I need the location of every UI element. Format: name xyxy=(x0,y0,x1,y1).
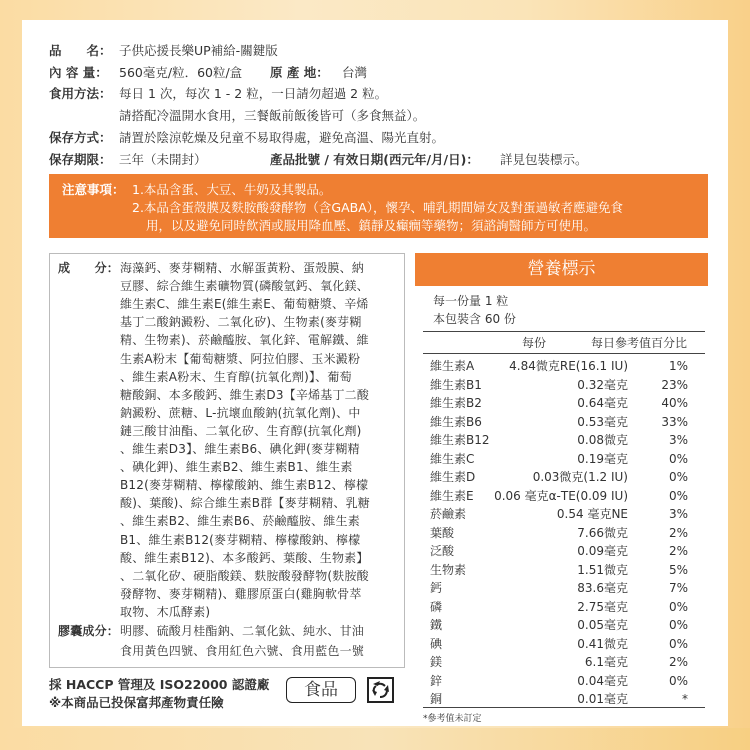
notice-line-3: 用，以及避免同時飲酒或服用降血壓、鎮靜及癲癇等藥物；須諮詢醫師方可使用。 xyxy=(146,218,597,233)
nutrient-daily-value: 0% xyxy=(668,451,688,466)
nutrient-amount: 0.05毫克 xyxy=(577,618,628,632)
name-label: 品 名： xyxy=(49,43,112,58)
ingredient-line: 酸、維生素B12)、本多酸鈣、葉酸、生物素】 xyxy=(120,550,369,565)
nutrient-amount: 2.75毫克 xyxy=(577,599,628,614)
batch-value: 詳見包裝標示。 xyxy=(500,152,588,167)
nutrient-daily-value: 2% xyxy=(668,525,688,540)
nutrient-name: 鐵 xyxy=(430,618,443,632)
ingredient-line: 鏈三酸甘油酯、二氧化矽、生育醇(抗氧化劑) xyxy=(120,423,362,438)
serving-size: 每一份量 1 粒 xyxy=(433,294,509,308)
nutrient-daily-value: 0% xyxy=(668,673,688,688)
nutrient-amount: 83.6毫克 xyxy=(577,581,628,595)
shelf-life-value: 三年（未開封） xyxy=(119,152,207,167)
nutrient-amount: 0.54 毫克NE xyxy=(556,507,628,521)
capsule-line: 食用黃色四號、食用紅色六號、食用藍色一號 xyxy=(120,644,365,658)
food-mark: 食品 xyxy=(286,677,356,703)
nutrient-name: 鋅 xyxy=(430,673,443,688)
storage-value: 請置於陰涼乾燥及兒童不易取得處，避免高溫、陽光直射。 xyxy=(119,130,445,145)
nutrient-amount: 1.51微克 xyxy=(577,562,628,577)
nutrient-daily-value: 0% xyxy=(668,618,688,632)
nutrition-divider-top xyxy=(423,331,705,332)
notice-line-2: 2.本品含蛋殼膜及麩胺酸發酵物（含GABA），懷孕、哺乳期間婦女及對蛋過敏者應避免食 xyxy=(132,200,624,215)
nutrient-name: 維生素B1 xyxy=(430,377,482,392)
ingredient-line: 生素A粉末【葡萄糖漿、阿拉伯膠、玉米澱粉 xyxy=(120,351,361,366)
nutrient-name: 生物素 xyxy=(430,562,467,577)
col-daily-value: 每日參考值百分比 xyxy=(591,336,688,350)
nutrient-daily-value: 0% xyxy=(668,488,688,503)
nutrient-name: 鈣 xyxy=(430,581,443,595)
nutrient-daily-value: 33% xyxy=(661,414,688,429)
content-value: 560毫克/粒．60粒/盒 xyxy=(119,65,243,80)
ingredients-label: 成 分： xyxy=(58,261,120,275)
nutrient-name: 碘 xyxy=(430,636,443,651)
ingredient-line: 、維生素A粉末、生育醇(抗氧化劑)】、葡萄 xyxy=(120,369,352,384)
nutrient-name: 泛酸 xyxy=(430,544,455,558)
usage-line-2: 請搭配冷溫開水食用，三餐飯前飯後皆可（多食無益）。 xyxy=(119,108,426,123)
ingredient-line: 、二氧化矽、硬脂酸鎂、麩胺酸發酵物(麩胺酸 xyxy=(120,568,369,583)
nutrient-name: 維生素A xyxy=(430,359,475,373)
nutrient-amount: 0.19毫克 xyxy=(577,451,628,466)
nutrient-daily-value: 2% xyxy=(668,544,688,558)
nutrient-amount: 4.84微克RE(16.1 IU) xyxy=(509,359,628,373)
nutrition-divider-header xyxy=(423,353,705,354)
nutrient-amount: 6.1毫克 xyxy=(584,655,628,669)
nutrient-daily-value: 5% xyxy=(668,562,688,577)
nutrient-name: 鎂 xyxy=(430,655,443,669)
nutrient-daily-value: * xyxy=(682,692,688,706)
usage-line-1: 每日 1 次，每次 1 - 2 粒，一日請勿超過 2 粒。 xyxy=(119,86,388,101)
nutrient-amount: 0.53毫克 xyxy=(577,414,628,429)
nutrient-amount: 0.08微克 xyxy=(577,433,628,447)
ingredients-box xyxy=(49,253,405,668)
origin-value: 台灣 xyxy=(342,65,368,80)
nutrient-daily-value: 40% xyxy=(661,396,688,410)
ingredient-line: 鈉澱粉、蔗糖、L-抗壞血酸鈉(抗氧化劑)、中 xyxy=(120,405,361,420)
ingredient-line: 豆膠、綜合維生素礦物質(磷酸氫鈣、氧化鎂、 xyxy=(120,279,369,294)
nutrient-name: 磷 xyxy=(430,599,443,614)
batch-label: 產品批號 / 有效日期(西元年/月/日)： xyxy=(270,152,479,167)
capsule-line: 明膠、硫酸月桂酯鈉、二氧化鈦、純水、甘油 xyxy=(120,624,365,638)
nutrient-name: 葉酸 xyxy=(430,525,455,540)
storage-label: 保存方式： xyxy=(49,130,112,145)
nutrient-daily-value: 0% xyxy=(668,470,688,484)
nutrient-amount: 0.01毫克 xyxy=(577,692,628,706)
ingredient-line: 取物、木瓜酵素) xyxy=(120,604,211,619)
haccp-statement: 採 HACCP 管理及 ISO22000 認證廠 xyxy=(49,677,270,692)
nutrient-amount: 0.32毫克 xyxy=(577,377,628,392)
nutrition-footnote: *參考值未訂定 xyxy=(423,714,482,724)
ingredient-line: B12(麥芽糊精、檸檬酸鈉、維生素B12、檸檬 xyxy=(120,478,369,493)
ingredient-line: 、維生素B2、維生素B6、菸鹼醯胺、維生素 xyxy=(120,514,360,529)
nutrient-daily-value: 0% xyxy=(668,636,688,651)
nutrient-amount: 0.03微克(1.2 IU) xyxy=(532,470,628,484)
ingredient-line: 維生素C、維生素E(維生素E、葡萄糖漿、辛烯 xyxy=(120,297,369,312)
name-value: 子供応援長樂UP補給-關鍵版 xyxy=(119,43,278,58)
insurance-statement: ※本商品已投保富邦產物責任險 xyxy=(49,695,224,710)
ingredient-line: 發酵物、麥芽糊精)、雞膠原蛋白(雞胸軟骨萃 xyxy=(120,586,362,601)
nutrient-daily-value: 7% xyxy=(668,581,688,595)
ingredient-line: 酸)、葉酸)、綜合維生素B群【麥芽糊精、乳糖 xyxy=(120,496,370,511)
nutrition-divider-bottom xyxy=(423,707,705,708)
content-label: 內 容 量： xyxy=(49,65,108,80)
notice-box xyxy=(49,174,708,238)
nutrition-title: 營養標示 xyxy=(415,253,708,286)
nutrient-amount: 0.64毫克 xyxy=(577,396,628,410)
shelf-life-label: 保存期限： xyxy=(49,152,112,167)
ingredient-line: 基丁二酸鈉澱粉、二氧化矽)、生物素(麥芽糊 xyxy=(120,315,362,330)
origin-label: 原 產 地： xyxy=(270,65,329,80)
notice-line-1: 1.本品含蛋、大豆、牛奶及其製品。 xyxy=(132,182,332,197)
usage-label: 食用方法： xyxy=(49,86,112,101)
nutrient-name: 維生素D xyxy=(430,470,476,484)
nutrient-name: 菸鹼素 xyxy=(430,507,467,521)
nutrient-name: 銅 xyxy=(430,692,443,706)
nutrient-name: 維生素B6 xyxy=(430,414,482,429)
nutrient-daily-value: 1% xyxy=(668,359,688,373)
nutrient-name: 維生素C xyxy=(430,451,475,466)
nutrient-name: 維生素B12 xyxy=(430,433,490,447)
nutrient-amount: 0.09毫克 xyxy=(577,544,628,558)
nutrient-daily-value: 2% xyxy=(668,655,688,669)
col-per-serving: 每份 xyxy=(522,336,547,350)
bottom-band xyxy=(0,728,750,750)
ingredient-line: 海藻鈣、麥芽糊精、水解蛋黃粉、蛋殼膜、納 xyxy=(120,261,365,275)
nutrient-amount: 7.66微克 xyxy=(577,525,628,540)
nutrient-name: 維生素E xyxy=(430,488,474,503)
ingredient-line: 、碘化鉀)、維生素B2、維生素B1、維生素 xyxy=(120,460,353,475)
nutrient-daily-value: 23% xyxy=(661,377,688,392)
nutrient-amount: 0.41微克 xyxy=(577,636,628,651)
ingredient-line: 、維生素D3】、維生素B6、碘化鉀(麥芽糊精 xyxy=(120,442,360,456)
ingredient-line: 糖酸銅、本多酸鈣、維生素D3【辛烯基丁二酸 xyxy=(120,387,370,402)
nutrient-daily-value: 3% xyxy=(668,433,688,447)
notice-label: 注意事項： xyxy=(62,182,125,197)
nutrient-daily-value: 0% xyxy=(668,599,688,614)
ingredient-line: 精、生物素)、菸鹼醯胺、氧化鋅、電解鐵、維 xyxy=(120,333,369,348)
nutrient-daily-value: 3% xyxy=(668,507,688,521)
capsule-label: 膠囊成分： xyxy=(58,624,120,638)
ingredient-line: B1、維生素B12(麥芽糊精、檸檬酸鈉、檸檬 xyxy=(120,532,361,547)
nutrient-amount: 0.04毫克 xyxy=(577,673,628,688)
recycle-icon xyxy=(367,677,394,703)
servings-per-package: 本包裝含 60 份 xyxy=(433,312,516,326)
nutrient-amount: 0.06 毫克α-TE(0.09 IU) xyxy=(494,488,628,503)
nutrient-name: 維生素B2 xyxy=(430,396,482,410)
